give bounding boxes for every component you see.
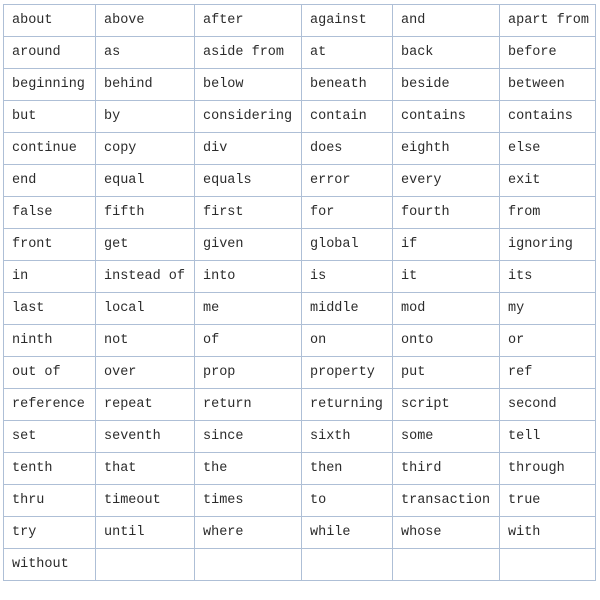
- keyword-cell: thru: [4, 485, 96, 517]
- keyword-cell: before: [500, 37, 596, 69]
- table-row: [4, 197, 596, 229]
- keyword-cell: onto: [393, 325, 500, 357]
- keyword-cell: local: [96, 293, 195, 325]
- keyword-cell: given: [195, 229, 302, 261]
- keyword-cell: beside: [393, 69, 500, 101]
- keyword-cell: sixth: [302, 421, 393, 453]
- table-row: [4, 389, 596, 421]
- keyword-cell: ignoring: [500, 229, 596, 261]
- keyword-cell: returning: [302, 389, 393, 421]
- keyword-cell: beginning: [4, 69, 96, 101]
- table-row: [4, 453, 596, 485]
- keyword-cell: it: [393, 261, 500, 293]
- keyword-cell: beneath: [302, 69, 393, 101]
- table-row: [4, 165, 596, 197]
- keyword-cell: else: [500, 133, 596, 165]
- keyword-cell: to: [302, 485, 393, 517]
- keyword-cell: first: [195, 197, 302, 229]
- keywords-table: [3, 4, 596, 581]
- keyword-cell: its: [500, 261, 596, 293]
- keyword-cell: at: [302, 37, 393, 69]
- keyword-cell: and: [393, 5, 500, 37]
- keyword-cell: contains: [393, 101, 500, 133]
- keyword-cell: around: [4, 37, 96, 69]
- keyword-cell: on: [302, 325, 393, 357]
- keyword-cell: below: [195, 69, 302, 101]
- keyword-cell: whose: [393, 517, 500, 549]
- keyword-cell: over: [96, 357, 195, 389]
- keyword-cell: about: [4, 5, 96, 37]
- keyword-cell: ninth: [4, 325, 96, 357]
- keyword-cell: continue: [4, 133, 96, 165]
- keyword-cell: since: [195, 421, 302, 453]
- keyword-cell: repeat: [96, 389, 195, 421]
- keyword-cell: get: [96, 229, 195, 261]
- table-row: [4, 293, 596, 325]
- keyword-cell: while: [302, 517, 393, 549]
- keyword-cell: error: [302, 165, 393, 197]
- keyword-cell: property: [302, 357, 393, 389]
- keyword-cell: second: [500, 389, 596, 421]
- keyword-cell: after: [195, 5, 302, 37]
- table-row: [4, 37, 596, 69]
- table-row: [4, 485, 596, 517]
- keyword-cell: tell: [500, 421, 596, 453]
- keyword-cell: end: [4, 165, 96, 197]
- keyword-cell: front: [4, 229, 96, 261]
- keyword-cell: mod: [393, 293, 500, 325]
- keyword-cell: is: [302, 261, 393, 293]
- table-row: [4, 421, 596, 453]
- keyword-cell: try: [4, 517, 96, 549]
- keyword-cell: or: [500, 325, 596, 357]
- keyword-cell: against: [302, 5, 393, 37]
- keyword-cell: as: [96, 37, 195, 69]
- keyword-cell: from: [500, 197, 596, 229]
- keyword-cell: copy: [96, 133, 195, 165]
- keyword-cell: apart from: [500, 5, 596, 37]
- table-row: [4, 549, 596, 581]
- keyword-cell: set: [4, 421, 96, 453]
- keyword-cell: exit: [500, 165, 596, 197]
- keyword-cell: transaction: [393, 485, 500, 517]
- keywords-table-body: [4, 5, 596, 581]
- keyword-cell: some: [393, 421, 500, 453]
- keyword-cell: back: [393, 37, 500, 69]
- table-row: [4, 357, 596, 389]
- keyword-cell: third: [393, 453, 500, 485]
- keyword-cell: last: [4, 293, 96, 325]
- keyword-cell: equal: [96, 165, 195, 197]
- keyword-cell: reference: [4, 389, 96, 421]
- empty-cell: [96, 549, 195, 581]
- table-row: [4, 5, 596, 37]
- keyword-cell: me: [195, 293, 302, 325]
- keyword-cell: false: [4, 197, 96, 229]
- keyword-cell: true: [500, 485, 596, 517]
- keyword-cell: script: [393, 389, 500, 421]
- keyword-cell: where: [195, 517, 302, 549]
- table-row: [4, 325, 596, 357]
- keyword-cell: not: [96, 325, 195, 357]
- keyword-cell: by: [96, 101, 195, 133]
- keyword-cell: middle: [302, 293, 393, 325]
- keyword-cell: contain: [302, 101, 393, 133]
- keyword-cell: eighth: [393, 133, 500, 165]
- keyword-cell: into: [195, 261, 302, 293]
- table-row: [4, 101, 596, 133]
- keyword-cell: aside from: [195, 37, 302, 69]
- keyword-cell: without: [4, 549, 96, 581]
- keyword-cell: in: [4, 261, 96, 293]
- table-row: [4, 69, 596, 101]
- keyword-cell: tenth: [4, 453, 96, 485]
- keyword-cell: times: [195, 485, 302, 517]
- keyword-cell: for: [302, 197, 393, 229]
- keyword-cell: contains: [500, 101, 596, 133]
- keyword-cell: put: [393, 357, 500, 389]
- keyword-cell: global: [302, 229, 393, 261]
- keyword-cell: fifth: [96, 197, 195, 229]
- keyword-cell: if: [393, 229, 500, 261]
- keyword-cell: fourth: [393, 197, 500, 229]
- table-row: [4, 229, 596, 261]
- keyword-cell: considering: [195, 101, 302, 133]
- keyword-cell: until: [96, 517, 195, 549]
- keyword-cell: with: [500, 517, 596, 549]
- keyword-cell: ref: [500, 357, 596, 389]
- empty-cell: [195, 549, 302, 581]
- keyword-cell: does: [302, 133, 393, 165]
- keyword-cell: through: [500, 453, 596, 485]
- keyword-cell: seventh: [96, 421, 195, 453]
- keyword-cell: timeout: [96, 485, 195, 517]
- keyword-cell: that: [96, 453, 195, 485]
- keyword-cell: every: [393, 165, 500, 197]
- keyword-cell: the: [195, 453, 302, 485]
- empty-cell: [393, 549, 500, 581]
- keyword-cell: return: [195, 389, 302, 421]
- table-row: [4, 133, 596, 165]
- keyword-cell: of: [195, 325, 302, 357]
- keyword-cell: equals: [195, 165, 302, 197]
- table-row: [4, 517, 596, 549]
- keyword-cell: div: [195, 133, 302, 165]
- table-row: [4, 261, 596, 293]
- keyword-cell: out of: [4, 357, 96, 389]
- empty-cell: [500, 549, 596, 581]
- keyword-cell: behind: [96, 69, 195, 101]
- keyword-cell: instead of: [96, 261, 195, 293]
- keyword-cell: then: [302, 453, 393, 485]
- keyword-cell: my: [500, 293, 596, 325]
- keyword-cell: above: [96, 5, 195, 37]
- keyword-cell: but: [4, 101, 96, 133]
- empty-cell: [302, 549, 393, 581]
- keyword-cell: prop: [195, 357, 302, 389]
- keyword-cell: between: [500, 69, 596, 101]
